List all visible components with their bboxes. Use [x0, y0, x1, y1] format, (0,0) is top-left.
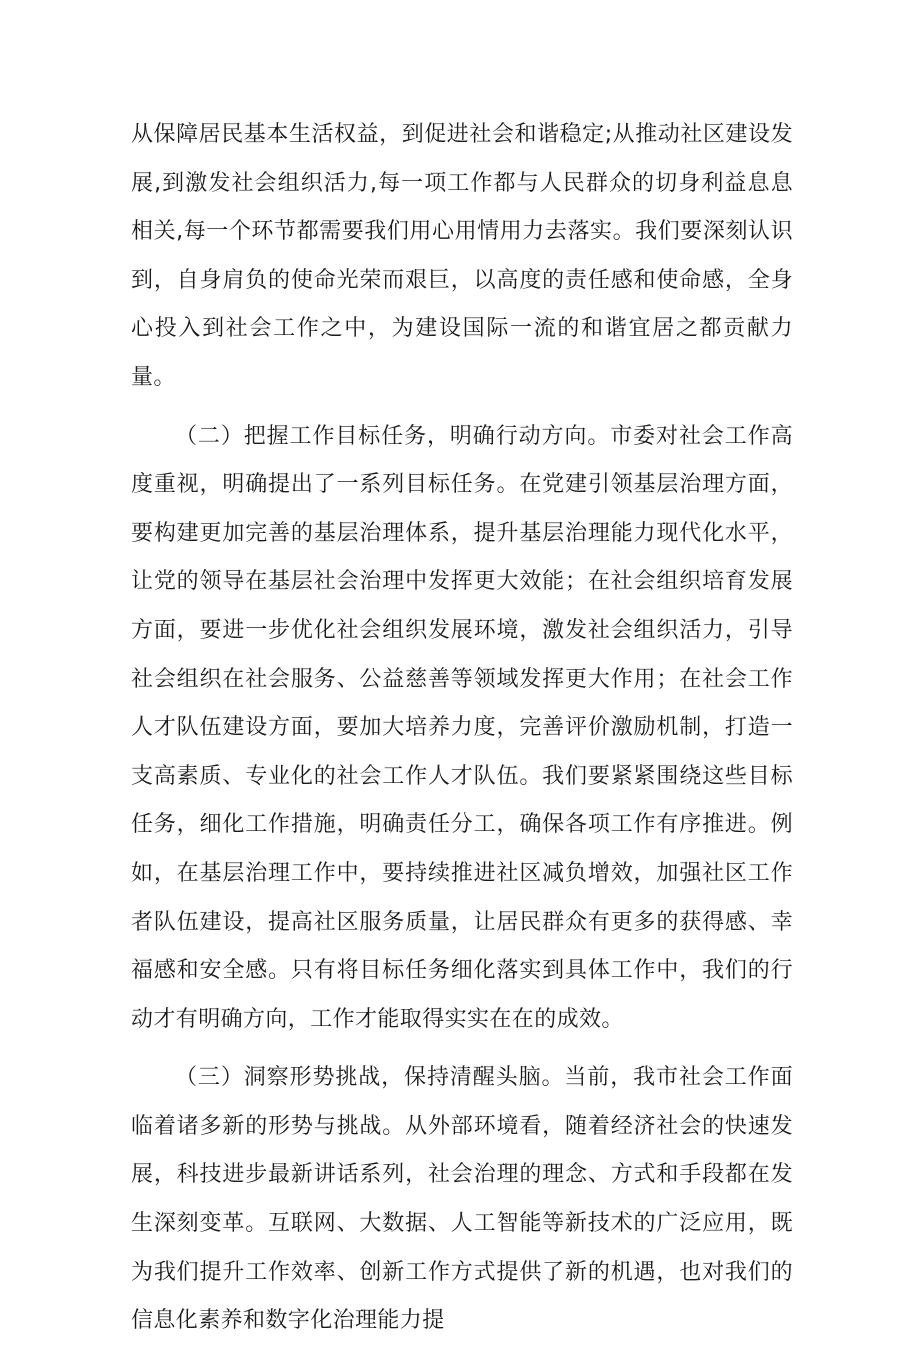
paragraph-section-two: （二）把握工作目标任务，明确行动方向。市委对社会工作高度重视，明确提出了一系列目标任务。在党建引领基层治理方面，要构建更加完善的基层治理体系，提升基层治理能力现代化水平，让党的领导在基层社会治理中发挥更大效能；在社会组织培育发展方面，要进一步优化社会组织发展环境，激发社会组织活力，引导社会组织在社会服务、公益慈善等领域发挥更大作用；在社会工作人才队伍建设方面，要加大培养力度，完善评价激励机制，打造一支高素质、专业化的社会工作人才队伍。我们要紧紧围绕这些目标任务，细化工作措施，明确责任分工，确保各项工作有序推进。例如，在基层治理工作中，要持续推进社区减负增效，加强社区工作者队伍建设，提高社区服务质量，让居民群众有更多的获得感、幸福感和安全感。只有将目标任务细化落实到具体工作中，我们的行动才有明确方向，工作才能取得实实在在的成效。: [131, 423, 793, 1032]
paragraph-continuation: 从保障居民基本生活权益，到促进社会和谐稳定;从推动社区建设发展,到激发社会组织活力,每一项工作都与人民群众的切身利益息息相关,每一个环节都需要我们用心用情用力去落实。我们要深刻认识到，自身肩负的使命光荣而艰巨，以高度的责任感和使命感，全身心投入到社会工作之中，为建设国际一流的和谐宜居之都贡献力量。: [131, 122, 793, 390]
document-body: [131, 111, 793, 1356]
paragraph-section-three: （三）洞察形势挑战，保持清醒头脑。当前，我市社会工作面临着诸多新的形势与挑战。从外部环境看，随着经济社会的快速发展，科技进步最新讲话系列，社会治理的理念、方式和手段都在发生深刻变革。互联网、大数据、人工智能等新技术的广泛应用，既为我们提升工作效率、创新工作方式提供了新的机遇，也对我们的信息化素养和数字化治理能力提: [131, 1065, 793, 1334]
